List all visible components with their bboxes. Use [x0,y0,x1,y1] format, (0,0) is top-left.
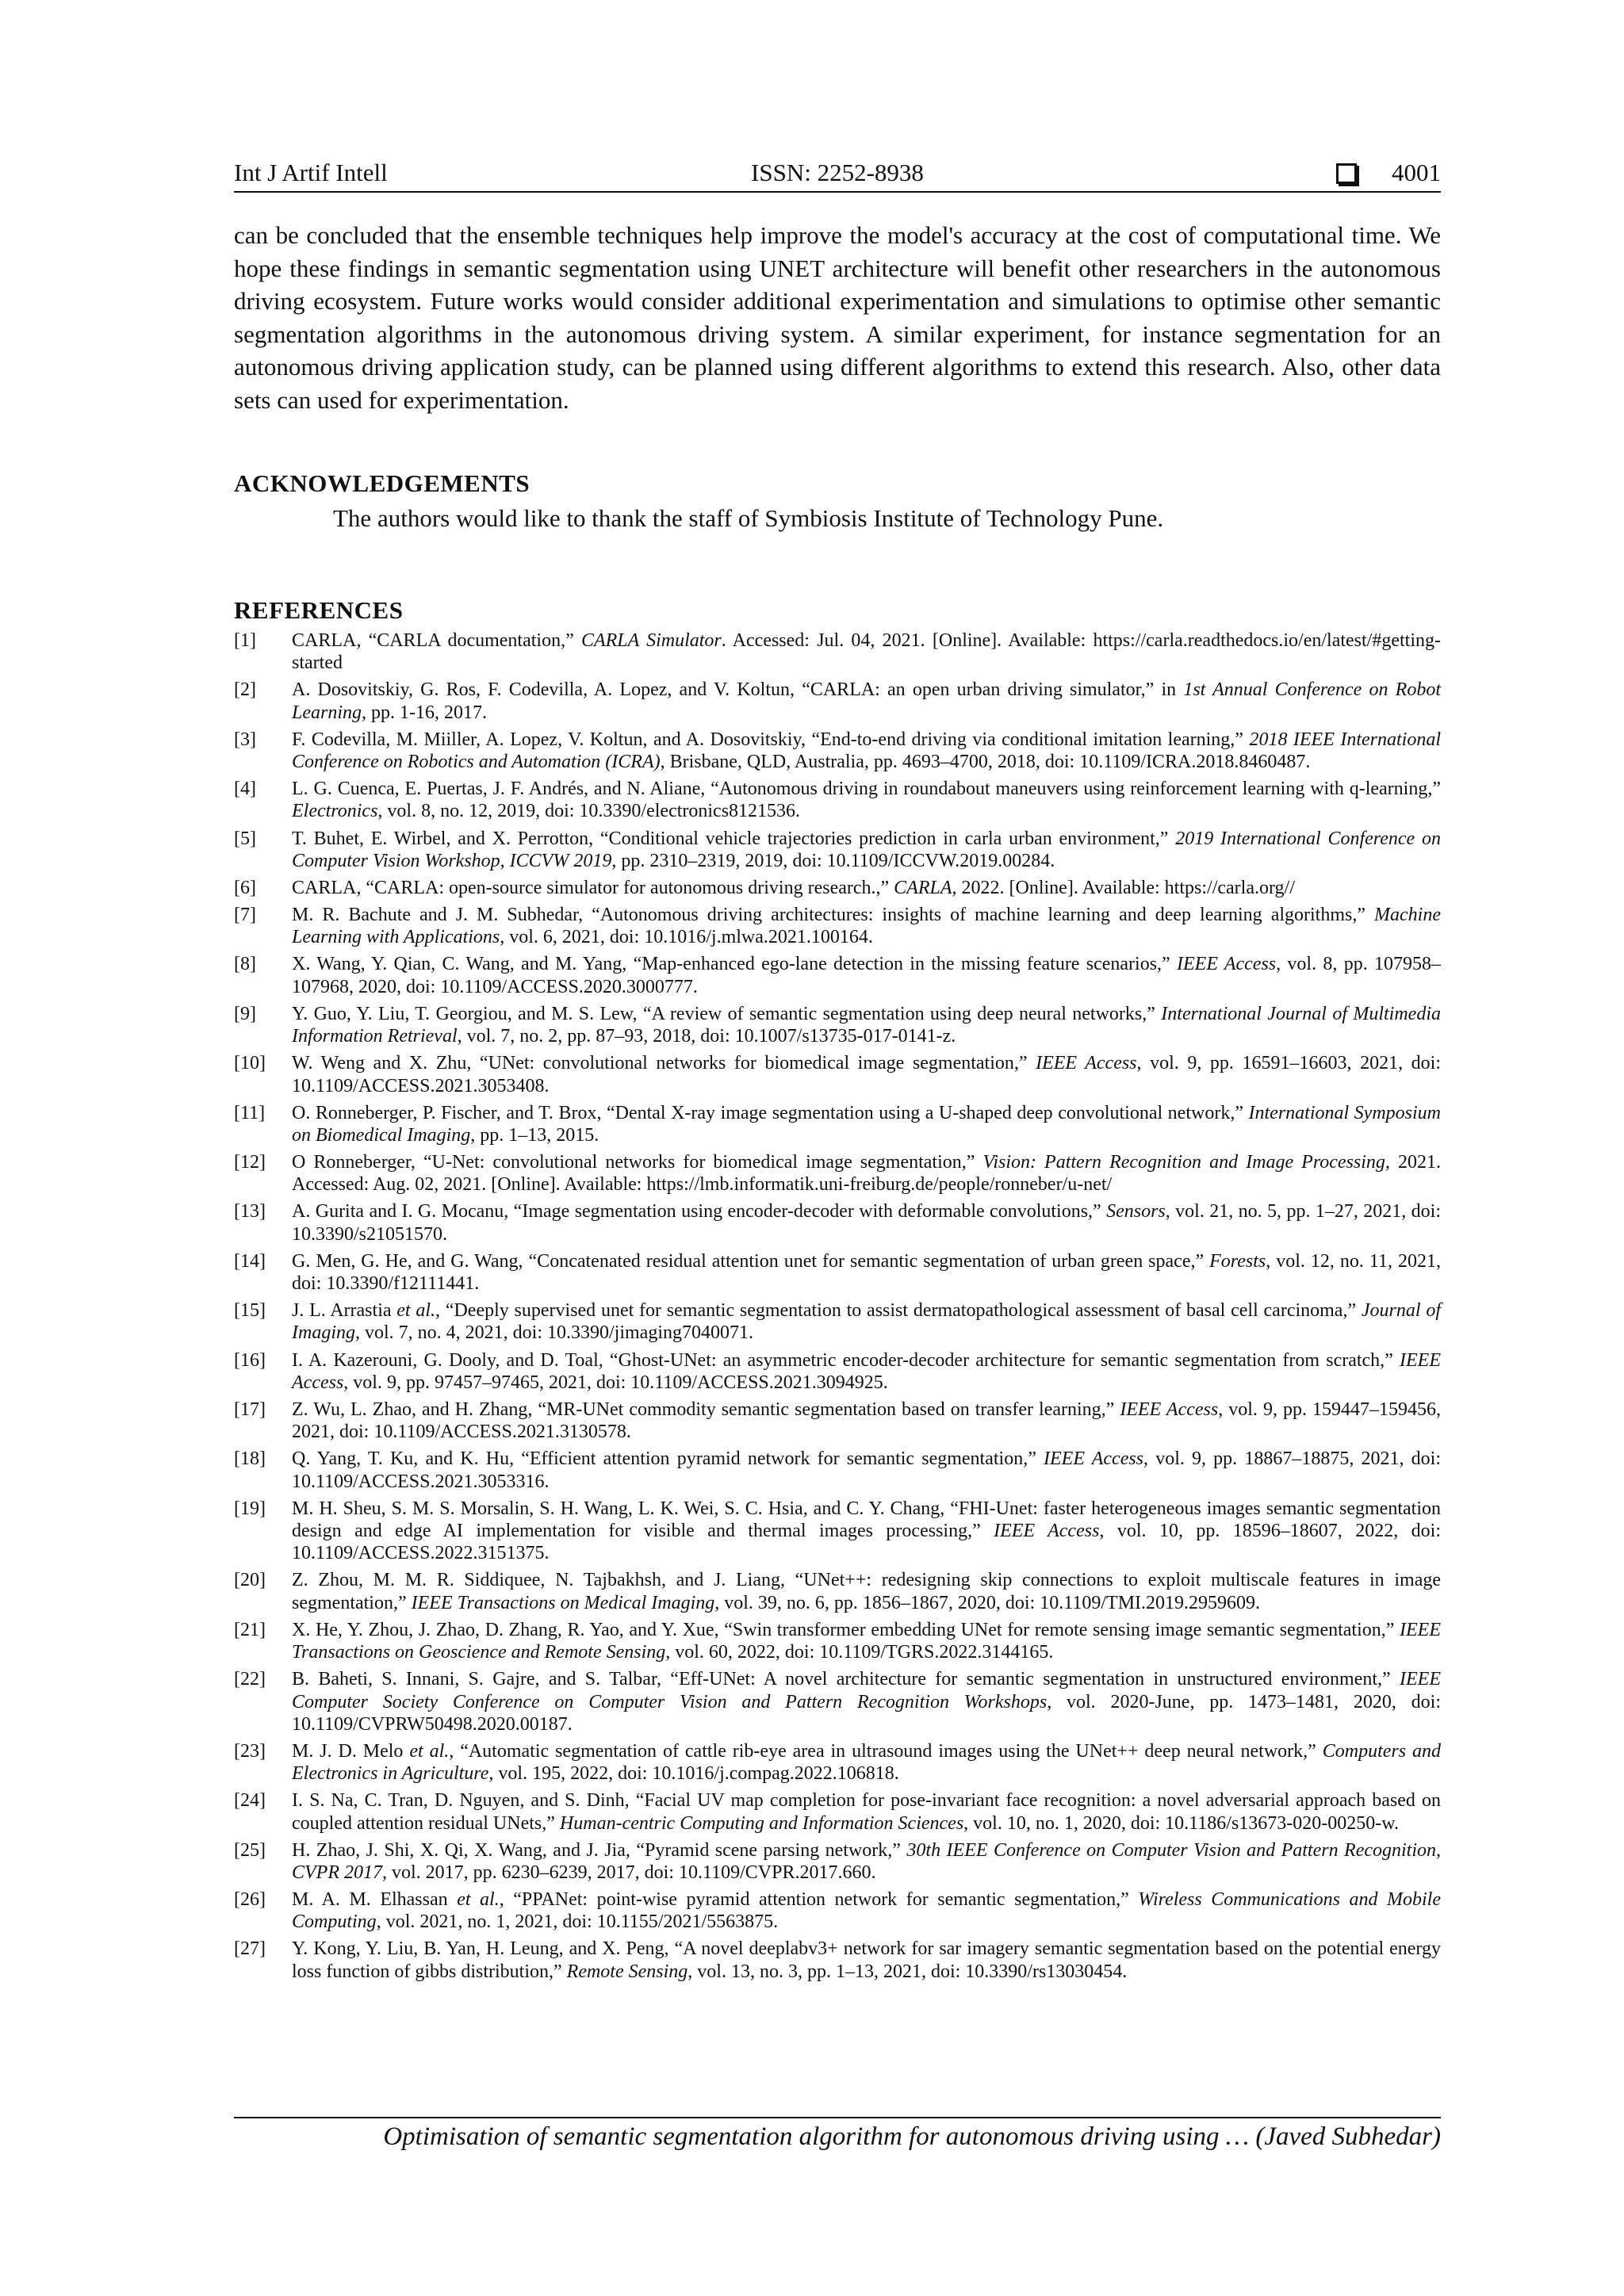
reference-number: [22] [234,1669,266,1690]
reference-segment: I. S. Na, C. Tran, D. Nguyen, and S. Dinh, “Facial UV map completion for pose-invariant face recognition: a novel adversarial approach based on coupled attention residual UNets,” [292,1790,1441,1834]
reference-segment: M. R. Bachute and J. M. Subhedar, “Autonomous driving architectures: insights of machine learning and deep learning algorithms,” [292,905,1375,926]
reference-segment: , vol. 9, pp. 97457–97465, 2021, doi: 10.1109/ACCESS.2021.3094925. [343,1372,888,1393]
header-rule [234,191,1441,193]
square-box-icon [1336,163,1357,184]
reference-segment: H. Zhao, J. Shi, X. Qi, X. Wang, and J. Jia, “Pyramid scene parsing network,” [292,1839,907,1861]
reference-segment: , “Deeply supervised unet for semantic segmentation to assist dermatopathological assessment of basal cell carcinoma,” [435,1300,1362,1322]
reference-text [292,1151,1441,1196]
reference-segment: Y. Kong, Y. Liu, B. Yan, H. Leung, and X. Peng, “A novel deeplabv3+ network for sar imagery semantic segmentation based on the potential energy loss function of gibbs distribution,” [292,1938,1441,1982]
reference-segment: Z. Zhou, M. M. R. Siddiquee, N. Tajbakhsh, and J. Liang, “UNet++: redesigning skip connections to exploit multiscale features in image segmentation,” [292,1570,1441,1613]
reference-segment: I. A. Kazerouni, G. Dooly, and D. Toal, “Ghost-UNet: an asymmetric encoder-decoder architecture for semantic segmentation from scratch,” [292,1349,1400,1371]
reference-segment: F. Codevilla, M. Miiller, A. Lopez, V. Koltun, and A. Dosovitskiy, “End-to-end driving via conditional imitation learning,” [292,729,1250,750]
reference-number: [5] [234,828,256,849]
reference-item [234,904,1441,949]
reference-venue: Sensors [1106,1201,1166,1223]
reference-venue: Vision: Pattern Recognition and Image Processing, [982,1152,1390,1173]
reference-number: [7] [234,905,256,926]
reference-item [234,679,1441,724]
reference-text [292,828,1441,873]
reference-venue: et al. [409,1740,450,1762]
reference-text [292,877,1441,899]
reference-venue: 2018 IEEE International Conference on Robotics and Automation (ICRA), [292,729,1441,773]
reference-segment: , vol. 8, pp. 107958–107968, 2020, doi: 10.1109/ACCESS.2020.3000777. [292,954,1441,997]
reference-segment: A. Dosovitskiy, G. Ros, F. Codevilla, A. Lopez, and V. Koltun, “CARLA: an open urban driving simulator,” in [292,679,1184,701]
reference-number: [3] [234,729,256,750]
reference-item [234,729,1441,774]
reference-segment: J. L. Arrastia [292,1300,397,1322]
reference-number: [16] [234,1349,266,1371]
reference-segment: , “Automatic segmentation of cattle rib-eye area in ultrasound images using the UNet++ deep neural network,” [449,1740,1323,1762]
reference-item [234,629,1441,675]
reference-text [292,1200,1441,1246]
reference-item [234,953,1441,998]
reference-segment: M. H. Sheu, S. M. S. Morsalin, S. H. Wang, L. K. Wei, S. C. Hsia, and C. Y. Chang, “FHI-Unet: faster heterogeneous images semantic segmentation design and edge AI implementation for visible and thermal images processing,” [292,1498,1441,1542]
reference-number: [26] [234,1889,266,1911]
reference-venue: IEEE Computer Society Conference on Computer Vision and Pattern Recognition Workshops [292,1669,1441,1712]
reference-segment: M. J. D. Melo [292,1740,410,1762]
reference-item [234,1888,1441,1934]
acknowledgements-heading: ACKNOWLEDGEMENTS [234,469,530,497]
reference-item [234,1619,1441,1664]
reference-venue: CARLA Simulator [580,630,722,651]
reference-item [234,1399,1441,1444]
reference-segment: , vol. 195, 2022, doi: 10.1016/j.compag.2022.106818. [488,1763,899,1785]
reference-segment: Q. Yang, T. Ku, and K. Hu, “Efficient attention pyramid network for semantic segmentation,” [292,1448,1044,1470]
reference-segment: X. Wang, Y. Qian, C. Wang, and M. Yang, “Map-enhanced ego-lane detection in the missing feature scenarios,” [292,954,1177,975]
reference-text [292,1619,1441,1664]
references-heading: REFERENCES [234,596,404,624]
reference-segment: G. Men, G. He, and G. Wang, “Concatenated residual attention unet for semantic segmentation of urban green space,” [292,1250,1210,1272]
reference-segment: , vol. 12, no. 11, 2021, doi: 10.3390/f12111441. [292,1250,1441,1295]
reference-segment: Z. Wu, L. Zhao, and H. Zhang, “MR-UNet commodity semantic segmentation based on transfer learning,” [292,1399,1120,1420]
reference-text [292,778,1441,823]
reference-number: [27] [234,1938,266,1960]
reference-text [292,629,1441,675]
reference-number: [14] [234,1250,266,1272]
reference-number: [25] [234,1839,266,1861]
reference-text [292,1349,1441,1395]
reference-segment: , vol. 8, no. 12, 2019, doi: 10.3390/electronics8121536. [377,801,801,822]
reference-venue: Forests [1209,1250,1266,1272]
reference-item [234,1740,1441,1785]
reference-segment: , vol. 2021, no. 1, 2021, doi: 10.1155/2021/5563875. [376,1911,779,1933]
reference-text [292,1250,1441,1295]
reference-segment: , vol. 9, pp. 18867–18875, 2021, doi: 10.1109/ACCESS.2021.3053316. [292,1448,1441,1492]
reference-text [292,1569,1441,1614]
reference-segment: , pp. 2310–2319, 2019, doi: 10.1109/ICCVW.2019.00284. [611,850,1055,871]
reference-item [234,877,1441,899]
reference-segment: , vol. 2017, pp. 6230–6239, 2017, doi: 10.1109/CVPR.2017.660. [382,1862,876,1883]
reference-number: [6] [234,877,256,898]
reference-text [292,1668,1441,1735]
reference-text [292,1888,1441,1934]
journal-name: Int J Artif Intell [234,159,388,186]
reference-text [292,1448,1441,1493]
reference-venue: Journal of Imaging [292,1300,1441,1344]
reference-text [292,1839,1441,1885]
reference-item [234,828,1441,873]
reference-item [234,1498,1441,1565]
reference-number: [4] [234,779,256,800]
reference-venue: CARLA, [894,877,957,898]
reference-segment: X. He, Y. Zhou, J. Zhao, D. Zhang, R. Yao, and Y. Xue, “Swin transformer embedding UNet for remote sensing image semantic segmentation,” [292,1619,1400,1640]
reference-venue: IEEE Access [1036,1053,1137,1074]
reference-segment: W. Weng and X. Zhu, “UNet: convolutional networks for biomedical image segmentation,” [292,1053,1036,1074]
page-footer: Optimisation of semantic segmentation algorithm for autonomous driving using … (Javed Subhedar) [383,2122,1441,2151]
reference-item [234,1151,1441,1196]
reference-segment: , vol. 6, 2021, doi: 10.1016/j.mlwa.2021.100164. [500,927,873,948]
reference-text [292,1052,1441,1097]
reference-segment: CARLA, “CARLA documentation,” [292,630,581,651]
reference-segment: O. Ronneberger, P. Fischer, and T. Brox, “Dental X-ray image segmentation using a U-shaped deep convolutional network,” [292,1102,1249,1123]
conclusion-paragraph: can be concluded that the ensemble techniques help improve the model's accuracy at the cost of computational time. We hope these findings in semantic segmentation using UNET architecture will benefit other researchers in the autonomous driving ecosystem. Future works would consider additional experimentation and simulations to optimise other semantic segmentation algorithms in the autonomous driving system. A similar experiment, for instance segmentation for an autonomous driving application study, can be planned using different algorithms to extend this research. Also, other data sets can used for experimentation. [234,221,1441,414]
reference-venue: International Symposium on Biomedical Imaging [292,1102,1441,1146]
reference-number: [15] [234,1300,266,1322]
page-header [234,155,1441,190]
reference-number: [9] [234,1003,256,1024]
reference-segment: B. Baheti, S. Innani, S. Gajre, and S. Talbar, “Eff-UNet: A novel architecture for semantic segmentation in unstructured environment,” [292,1669,1400,1690]
reference-segment: , vol. 9, pp. 159447–159456, 2021, doi: 10.1109/ACCESS.2021.3130578. [292,1399,1442,1443]
reference-venue: IEEE Access [994,1521,1100,1542]
reference-text [292,1003,1441,1048]
reference-segment: , “PPANet: point-wise pyramid attention network for semantic segmentation,” [499,1889,1139,1911]
reference-segment: , vol. 21, no. 5, pp. 1–27, 2021, doi: 10.3390/s21051570. [292,1201,1441,1245]
reference-venue: International Journal of Multimedia Information Retrieval [292,1003,1441,1047]
reference-segment: A. Gurita and I. G. Mocanu, “Image segmentation using encoder-decoder with deformable convolutions,” [292,1201,1107,1223]
reference-item [234,1102,1441,1147]
reference-number: [8] [234,954,256,975]
reference-venue: et al. [457,1889,500,1911]
reference-segment: M. A. M. Elhassan [292,1889,458,1911]
reference-segment: , vol. 60, 2022, doi: 10.1109/TGRS.2022.3144165. [665,1642,1054,1663]
reference-segment: Y. Guo, Y. Liu, T. Georgiou, and M. S. Lew, “A review of semantic segmentation using deep neural networks,” [292,1003,1162,1024]
reference-text [292,679,1441,724]
reference-number: [18] [234,1448,266,1470]
reference-segment: T. Buhet, E. Wirbel, and X. Perrotton, “Conditional vehicle trajectories prediction in carla urban environment,” [292,828,1176,849]
reference-segment: , pp. 1-16, 2017. [362,702,488,723]
reference-venue: Electronics [292,801,378,822]
reference-segment: , pp. 1–13, 2015. [470,1124,599,1146]
reference-item [234,1448,1441,1493]
reference-venue: IEEE Access [1044,1448,1144,1470]
reference-text [292,1102,1441,1147]
reference-item [234,1250,1441,1295]
reference-segment: . Accessed: Jul. 04, 2021. [Online]. Available: https://carla.readthedocs.io/en/latest/#getting-started [292,630,1442,674]
reference-venue: IEEE Access [1177,954,1277,975]
reference-segment: 2021. Accessed: Aug. 02, 2021. [Online]. Available: https://lmb.informatik.uni-freiburg.de/people/ronneber/u-net/ [292,1152,1441,1196]
reference-venue: et al. [396,1300,436,1322]
page-number-group [1336,155,1441,190]
reference-number: [12] [234,1152,266,1173]
issn: ISSN: 2252-8938 [751,159,924,186]
reference-venue: Computers and Electronics in Agriculture [292,1740,1441,1785]
reference-text [292,1938,1441,1983]
reference-segment: , vol. 10, pp. 18596–18607, 2022, doi: 10.1109/ACCESS.2022.3151375. [292,1521,1441,1564]
page-number: 4001 [1392,159,1441,186]
reference-number: [23] [234,1740,266,1762]
reference-segment: , vol. 13, no. 3, pp. 1–13, 2021, doi: 10.3390/rs13030454. [688,1961,1128,1982]
reference-segment: 2022. [Online]. Available: https://carla.org// [956,877,1295,898]
reference-item [234,1569,1441,1614]
reference-segment: L. G. Cuenca, E. Puertas, J. F. Andrés, and N. Aliane, “Autonomous driving in roundabout maneuvers using reinforcement learning with q-learning,” [292,779,1441,800]
reference-number: [20] [234,1570,266,1591]
reference-segment: , vol. 2020-June, pp. 1473–1481, 2020, doi: 10.1109/CVPRW50498.2020.00187. [292,1691,1441,1735]
reference-number: [17] [234,1399,266,1420]
reference-number: [21] [234,1619,266,1640]
reference-item [234,1200,1441,1246]
reference-text [292,1498,1441,1565]
reference-item [234,1299,1441,1345]
reference-text [292,729,1441,774]
reference-segment: , vol. 7, no. 2, pp. 87–93, 2018, doi: 10.1007/s13735-017-0141-z. [457,1026,956,1047]
reference-venue: Machine Learning with Applications [292,905,1441,948]
reference-venue: 1st Annual Conference on Robot Learning [292,679,1441,723]
reference-item [234,1003,1441,1048]
reference-segment: , vol. 39, no. 6, pp. 1856–1867, 2020, doi: 10.1109/TMI.2019.2959609. [714,1592,1261,1613]
reference-number: [2] [234,679,256,701]
reference-text [292,1740,1441,1785]
reference-venue: Human-centric Computing and Information Sciences [559,1812,964,1834]
reference-number: [11] [234,1102,266,1123]
references-list [234,629,1441,1988]
reference-number: [24] [234,1790,266,1812]
reference-venue: Wireless Communications and Mobile Computing [292,1889,1442,1933]
reference-item [234,1789,1441,1835]
reference-text [292,904,1441,949]
reference-venue: 2019 International Conference on Computer Vision Workshop, ICCVW 2019 [292,828,1441,871]
reference-venue: IEEE Access [292,1349,1441,1393]
acknowledgements-text: The authors would like to thank the staff of Symbiosis Institute of Technology Pune. [333,504,1164,532]
reference-text [292,1399,1441,1444]
reference-item [234,1839,1441,1885]
reference-venue: 30th IEEE Conference on Computer Vision and Pattern Recognition, CVPR 2017 [292,1839,1441,1883]
reference-venue: IEEE Transactions on Medical Imaging [411,1592,715,1613]
reference-text [292,1299,1441,1345]
reference-item [234,1052,1441,1097]
reference-venue: Remote Sensing [566,1961,688,1982]
reference-segment: CARLA, “CARLA: open-source simulator for autonomous driving research.,” [292,877,894,898]
reference-text [292,953,1441,998]
reference-text [292,1789,1441,1835]
reference-item [234,778,1441,823]
reference-segment: O Ronneberger, “U-Net: convolutional networks for biomedical image segmentation,” [292,1152,983,1173]
reference-item [234,1938,1441,1983]
reference-venue: IEEE Transactions on Geoscience and Remote Sensing [292,1619,1441,1663]
reference-segment: , vol. 9, pp. 16591–16603, 2021, doi: 10.1109/ACCESS.2021.3053408. [292,1053,1441,1096]
reference-number: [19] [234,1498,266,1519]
reference-item [234,1349,1441,1395]
reference-segment: Brisbane, QLD, Australia, pp. 4693–4700, 2018, doi: 10.1109/ICRA.2018.8460487. [665,752,1311,773]
reference-number: [1] [234,630,256,651]
reference-item [234,1668,1441,1735]
reference-segment: , vol. 10, no. 1, 2020, doi: 10.1186/s13673-020-00250-w. [963,1812,1400,1834]
reference-segment: , vol. 7, no. 4, 2021, doi: 10.3390/jimaging7040071. [355,1322,753,1344]
reference-number: [10] [234,1053,266,1074]
reference-venue: IEEE Access [1120,1399,1219,1420]
reference-number: [13] [234,1201,266,1223]
